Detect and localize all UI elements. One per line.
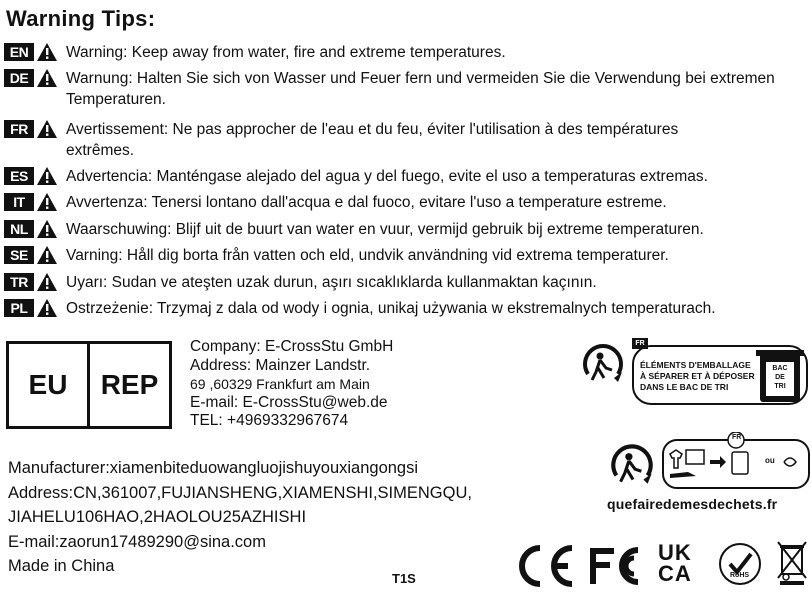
warning-triangle-icon: [36, 68, 58, 88]
warning-fr: [4, 119, 726, 161]
company-address-line2: 69 ,60329 Frankfurt am Main: [190, 376, 370, 392]
language-badge-de: DE: [4, 69, 34, 87]
company-email: E-mail: E-CrossStu@web.de: [190, 393, 388, 411]
made-in: Made in China: [8, 557, 115, 575]
warning-text-en: Warning: Keep away from water, fire and extreme temperatures.: [66, 44, 506, 61]
warning-text-pl: Ostrzeżenie: Trzymaj z dala od wody i ognia, unikaj używania w ekstremalnych temperaturach.: [66, 300, 716, 317]
manufacturer-block: [8, 456, 472, 579]
warning-text-nl: Waarschuwing: Blijf uit de buurt van water en vuur, vermijd gebruik bij extreme temperaturen.: [66, 221, 704, 238]
rep-label: REP: [100, 369, 159, 400]
warning-triangle-icon: [36, 272, 58, 292]
page-title: Warning Tips:: [6, 6, 156, 31]
rohs-label: RoHS: [730, 572, 750, 579]
fr-line-3: DANS LE BAC DE TRI: [640, 382, 729, 392]
eu-rep-box: [6, 341, 172, 429]
warning-text-es: Advertencia: Manténgase alejado del agua y del fuego, evite el uso a temperaturas extremas.: [66, 168, 708, 185]
fcc-mark: [590, 548, 638, 584]
bin-label-2: DE: [775, 374, 785, 381]
bin-label: [766, 364, 794, 391]
warning-text-tr: Uyarı: Sudan ve ateşten uzak durun, aşırı sıcaklıklarda kullanmaktan kaçının.: [66, 274, 597, 291]
warning-triangle-icon: [36, 42, 58, 62]
warning-de: [4, 68, 806, 110]
company-name: Company: E-CrossStu GmbH: [190, 338, 394, 355]
ukca-mark: [658, 542, 692, 584]
language-badge-it: IT: [4, 193, 34, 211]
language-badge-nl: NL: [4, 220, 34, 238]
ukca-line-2: CA: [658, 561, 692, 586]
warning-text-se: Varning: Håll dig borta från vatten och eld, undvik användning vid extrema temperaturer.: [66, 247, 669, 264]
fr-tag-2: FR: [732, 434, 742, 441]
manufacturer-name: Manufacturer:xiamenbiteduowangluojishuyouxiangongsi: [8, 459, 419, 477]
manufacturer-email: E-mail:zaorun17489290@sina.com: [8, 532, 266, 551]
fr-line-2: À SÉPARER ET À DÉPOSER: [640, 371, 755, 381]
warning-en: [4, 42, 806, 63]
warning-triangle-icon: [36, 119, 58, 139]
warning-triangle-icon: [36, 245, 58, 265]
language-badge-en: EN: [4, 43, 34, 61]
website-label: quefairedemesdechets.fr: [607, 496, 778, 512]
warning-se: [4, 245, 806, 266]
fr-line-1: ÉLÉMENTS D'EMBALLAGE: [640, 360, 751, 370]
warning-triangle-icon: [36, 166, 58, 186]
warning-nl: [4, 219, 806, 240]
model-number: T1S: [392, 571, 416, 586]
warning-text-it: Avvertenza: Tenersi lontano dall'acqua e dal fuoco, evitare l'uso a temperature estreme.: [66, 194, 667, 211]
language-badge-tr: TR: [4, 273, 34, 291]
weee-bin-icon: [776, 540, 808, 586]
bin-label-1: BAC: [772, 365, 788, 372]
ukca-line-1: UK: [658, 540, 692, 565]
language-badge-fr: FR: [4, 120, 34, 138]
bin-label-3: TRI: [774, 383, 786, 390]
language-badge-pl: PL: [4, 299, 34, 317]
ce-mark: [522, 548, 572, 584]
warning-triangle-icon: [36, 192, 58, 212]
warning-es: [4, 166, 806, 187]
company-address: Address: Mainzer Landstr.: [190, 356, 371, 374]
eu-rep-details: [190, 338, 393, 431]
warning-pl: [4, 298, 806, 319]
manufacturer-address: Address:CN,361007,FUJIANSHENG,XIAMENSHI,SIMENGQU,: [8, 483, 472, 502]
language-badge-se: SE: [4, 246, 34, 264]
warning-tr: [4, 272, 806, 293]
fr-tag: FR: [632, 338, 648, 349]
triman-icon: [578, 338, 628, 388]
language-badge-es: ES: [4, 167, 34, 185]
ou-label: ou: [765, 456, 775, 465]
fr-recycling-text: [640, 360, 755, 393]
warning-triangle-icon: [36, 298, 58, 318]
warning-it: [4, 192, 806, 213]
rohs-icon: [718, 542, 762, 586]
triman-icon: [606, 438, 658, 490]
eu-label: EU: [28, 369, 68, 400]
warning-text-de: Warnung: Halten Sie sich von Wasser und Feuer fern und vermeiden Sie die Verwendung bei extremen Temperaturen.: [66, 70, 775, 108]
manufacturer-address-line2: JIAHELU106HAO,2HAOLOU25AZHISHI: [8, 508, 307, 526]
company-tel: TEL: +4969332967674: [190, 412, 349, 429]
warning-text-fr: Avertissement: Ne pas approcher de l'eau et du feu, éviter l'utilisation à des températures extrêmes.: [66, 121, 679, 159]
warning-triangle-icon: [36, 219, 58, 239]
